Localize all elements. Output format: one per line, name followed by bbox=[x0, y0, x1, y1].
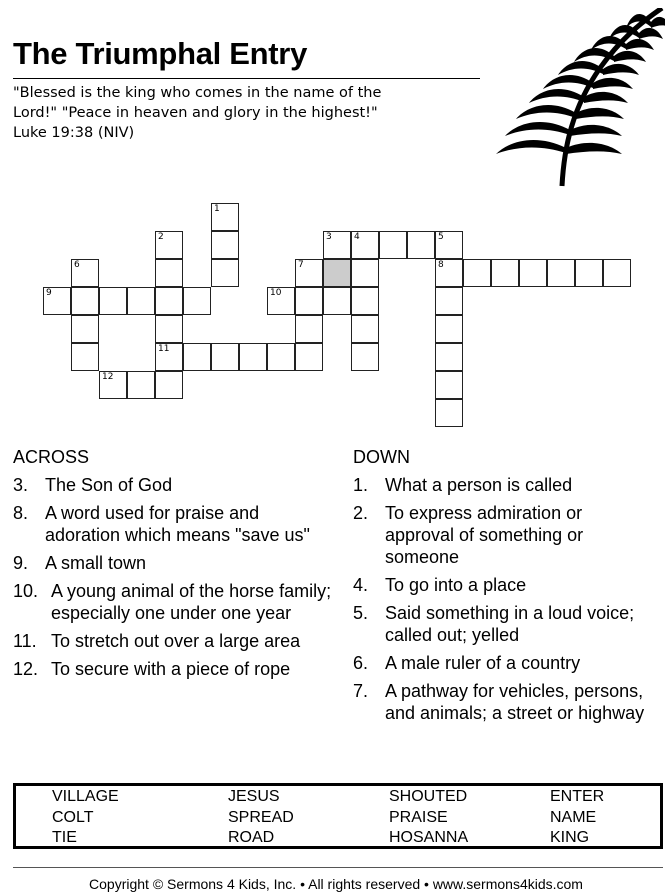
word-bank-word: SHOUTED bbox=[389, 788, 468, 805]
clue-number: 11. bbox=[13, 631, 37, 651]
crossword-grid bbox=[0, 0, 672, 440]
crossword-cell[interactable] bbox=[295, 287, 323, 315]
crossword-cell[interactable] bbox=[71, 343, 99, 371]
crossword-cell[interactable] bbox=[351, 315, 379, 343]
word-bank bbox=[13, 783, 663, 849]
clue-item bbox=[353, 680, 653, 724]
crossword-cell[interactable] bbox=[127, 371, 155, 399]
quote-line: "Blessed is the king who comes in the name of the bbox=[13, 85, 382, 101]
crossword-cell[interactable] bbox=[603, 259, 631, 287]
cell-number: 11 bbox=[158, 344, 170, 354]
crossword-cell[interactable] bbox=[155, 315, 183, 343]
crossword-cell[interactable] bbox=[435, 399, 463, 427]
word-bank-word: ENTER bbox=[550, 788, 605, 805]
crossword-cell[interactable] bbox=[155, 371, 183, 399]
cell-number: 8 bbox=[438, 260, 444, 270]
crossword-cell[interactable] bbox=[183, 287, 211, 315]
clue-item bbox=[353, 602, 653, 646]
crossword-cell[interactable] bbox=[323, 259, 351, 287]
crossword-cell[interactable] bbox=[99, 287, 127, 315]
crossword-cell[interactable] bbox=[99, 371, 127, 399]
clue-item bbox=[353, 502, 653, 568]
cell-number: 4 bbox=[354, 232, 360, 242]
cell-number: 7 bbox=[298, 260, 304, 270]
clue-number: 12. bbox=[13, 659, 39, 679]
word-bank-word: KING bbox=[550, 829, 590, 846]
quote-line: Lord!" "Peace in heaven and glory in the highest!" bbox=[13, 105, 378, 121]
clue-text: The Son of God bbox=[45, 475, 173, 495]
crossword-cell[interactable] bbox=[295, 315, 323, 343]
crossword-cell[interactable] bbox=[155, 343, 183, 371]
clue-text: A young animal of the horse family; especially one under one year bbox=[51, 581, 332, 623]
crossword-cell[interactable] bbox=[351, 231, 379, 259]
clue-number: 5. bbox=[353, 603, 369, 623]
word-bank-word: HOSANNA bbox=[389, 829, 469, 846]
crossword-cell[interactable] bbox=[239, 343, 267, 371]
cell-number: 5 bbox=[438, 232, 444, 242]
crossword-cell[interactable] bbox=[127, 287, 155, 315]
down-clues bbox=[353, 446, 653, 730]
crossword-cell[interactable] bbox=[43, 287, 71, 315]
clue-item bbox=[13, 552, 333, 574]
cell-number: 3 bbox=[326, 232, 332, 242]
crossword-cell[interactable] bbox=[267, 287, 295, 315]
word-bank-word: SPREAD bbox=[228, 808, 294, 826]
crossword-cell[interactable] bbox=[351, 259, 379, 287]
crossword-cell[interactable] bbox=[435, 259, 463, 287]
crossword-cell[interactable] bbox=[211, 231, 239, 259]
crossword-cell[interactable] bbox=[295, 343, 323, 371]
clue-text: A small town bbox=[45, 553, 147, 573]
cell-number: 12 bbox=[102, 372, 114, 382]
clue-item bbox=[13, 580, 333, 624]
cell-number: 10 bbox=[270, 288, 282, 298]
crossword-cell[interactable] bbox=[351, 287, 379, 315]
clue-item bbox=[353, 652, 653, 674]
crossword-cell[interactable] bbox=[435, 315, 463, 343]
crossword-cell[interactable] bbox=[379, 231, 407, 259]
clue-number: 10. bbox=[13, 581, 39, 601]
word-bank-word: PRAISE bbox=[389, 808, 448, 826]
crossword-cell[interactable] bbox=[155, 231, 183, 259]
word-bank-word: COLT bbox=[52, 808, 94, 826]
clue-text: Said something in a loud voice; called out; yelled bbox=[385, 603, 635, 645]
crossword-cell[interactable] bbox=[435, 343, 463, 371]
clue-item bbox=[353, 574, 653, 596]
crossword-cell[interactable] bbox=[323, 231, 351, 259]
word-bank-word: JESUS bbox=[228, 788, 280, 805]
clue-number: 6. bbox=[353, 653, 369, 673]
crossword-cell[interactable] bbox=[547, 259, 575, 287]
word-bank-word: TIE bbox=[52, 829, 77, 846]
crossword-cell[interactable] bbox=[323, 287, 351, 315]
crossword-cell[interactable] bbox=[267, 343, 295, 371]
crossword-cell[interactable] bbox=[491, 259, 519, 287]
crossword-cell[interactable] bbox=[435, 371, 463, 399]
clue-text: To go into a place bbox=[385, 575, 527, 595]
clue-text: To stretch out over a large area bbox=[51, 631, 301, 651]
across-heading: ACROSS bbox=[13, 447, 90, 467]
clue-number: 2. bbox=[353, 503, 369, 523]
page-title: The Triumphal Entry bbox=[13, 36, 308, 71]
crossword-cell[interactable] bbox=[211, 343, 239, 371]
crossword-cell[interactable] bbox=[71, 287, 99, 315]
crossword-cell[interactable] bbox=[211, 203, 239, 231]
clue-item bbox=[13, 502, 333, 546]
clue-text: What a person is called bbox=[385, 475, 573, 495]
clue-text: A pathway for vehicles, persons, and animals; a street or highway bbox=[385, 681, 645, 723]
down-heading: DOWN bbox=[353, 447, 410, 467]
crossword-cell[interactable] bbox=[575, 259, 603, 287]
crossword-cell[interactable] bbox=[407, 231, 435, 259]
crossword-cell[interactable] bbox=[435, 231, 463, 259]
crossword-cell[interactable] bbox=[183, 343, 211, 371]
copyright: Copyright © Sermons 4 Kids, Inc. • All rights reserved • www.sermons4kids.com bbox=[89, 876, 583, 892]
crossword-cell[interactable] bbox=[435, 287, 463, 315]
crossword-cell[interactable] bbox=[71, 315, 99, 343]
crossword-cell[interactable] bbox=[295, 259, 323, 287]
word-bank-word: NAME bbox=[550, 808, 597, 826]
clue-number: 8. bbox=[13, 503, 29, 523]
clue-number: 3. bbox=[13, 475, 29, 495]
clue-number: 7. bbox=[353, 681, 369, 701]
clue-number: 9. bbox=[13, 553, 29, 573]
crossword-cell[interactable] bbox=[351, 343, 379, 371]
cell-number: 1 bbox=[214, 204, 220, 214]
clue-item bbox=[13, 630, 333, 652]
clue-text: A word used for praise and adoration which means "save us" bbox=[45, 503, 310, 545]
clue-item bbox=[13, 658, 333, 680]
crossword-cell[interactable] bbox=[211, 259, 239, 287]
word-bank-word: VILLAGE bbox=[52, 788, 119, 805]
crossword-cell[interactable] bbox=[519, 259, 547, 287]
quote-reference: Luke 19:38 (NIV) bbox=[13, 125, 135, 141]
clue-text: To secure with a piece of rope bbox=[51, 659, 291, 679]
crossword-cell[interactable] bbox=[155, 259, 183, 287]
clue-item bbox=[353, 474, 653, 496]
across-clues bbox=[13, 446, 333, 686]
clue-item bbox=[13, 474, 333, 496]
crossword-cell[interactable] bbox=[463, 259, 491, 287]
cell-number: 9 bbox=[46, 288, 52, 298]
crossword-cell[interactable] bbox=[155, 287, 183, 315]
clue-text: To express admiration or approval of something or someone bbox=[385, 503, 584, 567]
crossword-cell[interactable] bbox=[71, 259, 99, 287]
clue-number: 1. bbox=[353, 475, 369, 495]
word-bank-word: ROAD bbox=[228, 829, 275, 846]
clue-text: A male ruler of a country bbox=[385, 653, 581, 673]
cell-number: 2 bbox=[158, 232, 164, 242]
clue-number: 4. bbox=[353, 575, 369, 595]
cell-number: 6 bbox=[74, 260, 80, 270]
footer-divider bbox=[13, 867, 663, 868]
